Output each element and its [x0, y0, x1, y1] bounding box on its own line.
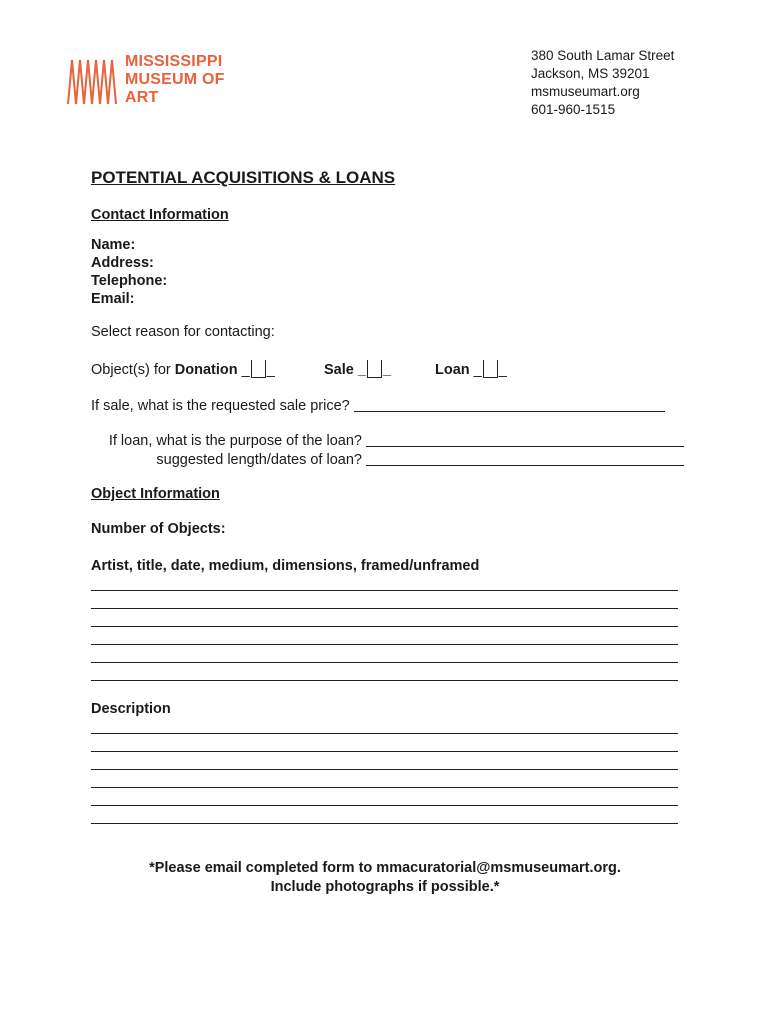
street-address: 380 South Lamar Street — [531, 48, 675, 63]
description-line[interactable] — [91, 733, 678, 734]
contact-fields — [91, 236, 167, 308]
loan-label: Loan — [435, 362, 470, 378]
artist-details-line[interactable] — [91, 626, 678, 627]
loan-dates-question: suggested length/dates of loan? — [156, 452, 362, 468]
logo-line: MUSEUM OF — [125, 71, 225, 88]
artist-details-line[interactable] — [91, 608, 678, 609]
donation-option[interactable]: Object(s) for Donation _ _ — [91, 362, 275, 378]
loan-checkbox[interactable] — [483, 360, 498, 378]
sale-label: Sale — [324, 362, 354, 378]
email-field-label[interactable]: Email: — [91, 291, 135, 307]
description-label: Description — [91, 701, 171, 717]
loan-purpose-input[interactable] — [366, 432, 684, 447]
donation-checkbox[interactable] — [251, 360, 266, 378]
description-line[interactable] — [91, 823, 678, 824]
logo-line: ART — [125, 89, 159, 106]
objects-prefix: Object(s) for — [91, 362, 175, 378]
object-heading: Object Information — [91, 486, 220, 502]
telephone-field-label[interactable]: Telephone: — [91, 273, 168, 289]
city-state-zip: Jackson, MS 39201 — [531, 66, 650, 81]
contact-heading: Contact Information — [91, 207, 229, 223]
artist-details-line[interactable] — [91, 644, 678, 645]
artist-details-line[interactable] — [91, 662, 678, 663]
footer-email-instruction: *Please email completed form to mmacuratorial@msmuseumart.org. — [149, 860, 621, 876]
loan-purpose-row — [109, 432, 684, 449]
name-field-label[interactable]: Name: — [91, 237, 136, 253]
sale-option[interactable]: Sale _ _ — [324, 362, 392, 378]
logo-line: MISSISSIPPI — [125, 53, 223, 70]
description-line[interactable] — [91, 805, 678, 806]
footer-note — [0, 859, 770, 897]
museum-logo-icon — [66, 58, 118, 111]
description-line[interactable] — [91, 751, 678, 752]
reason-prompt: Select reason for contacting: — [91, 324, 275, 340]
sale-price-question: If sale, what is the requested sale price? — [91, 398, 350, 414]
loan-dates-row — [156, 451, 684, 468]
footer-photo-instruction: Include photographs if possible.* — [270, 879, 500, 895]
donation-label: Donation — [174, 362, 238, 378]
sale-price-input[interactable] — [354, 397, 665, 412]
sale-checkbox[interactable] — [367, 360, 382, 378]
artist-details-line[interactable] — [91, 680, 678, 681]
artist-details-line[interactable] — [91, 590, 678, 591]
loan-dates-input[interactable] — [366, 451, 684, 466]
museum-address — [531, 47, 674, 119]
website-link[interactable]: msmuseumart.org — [531, 84, 640, 99]
description-line[interactable] — [91, 787, 678, 788]
description-line[interactable] — [91, 769, 678, 770]
form-title: POTENTIAL ACQUISITIONS & LOANS — [91, 168, 396, 187]
sale-price-row — [91, 397, 665, 414]
address-field-label[interactable]: Address: — [91, 255, 154, 271]
loan-option[interactable]: Loan _ _ — [435, 362, 507, 378]
loan-purpose-question: If loan, what is the purpose of the loan? — [108, 433, 362, 449]
number-of-objects-label[interactable]: Number of Objects: — [91, 521, 226, 537]
phone-number: 601-960-1515 — [531, 102, 616, 117]
museum-logo-text — [125, 53, 225, 107]
artist-details-label: Artist, title, date, medium, dimensions, framed/unframed — [91, 558, 480, 574]
